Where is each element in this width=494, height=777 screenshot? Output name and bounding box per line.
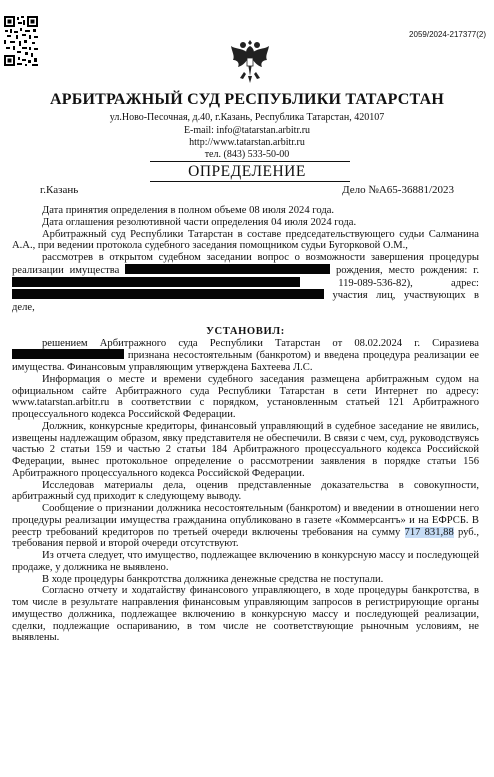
decision-text-a: решением Арбитражного суда Республики Татарстан от 08.02.2024 г. Сиразиева bbox=[42, 337, 479, 349]
header-divider bbox=[150, 161, 350, 162]
hearing-text-b: рождения, место рождения: г. bbox=[336, 264, 479, 276]
redaction-block bbox=[125, 264, 330, 274]
court-address: ул.Ново-Песочная, д.40, г.Казань, Республика Татарстан, 420107 bbox=[109, 112, 385, 123]
document-body bbox=[12, 205, 479, 644]
final-paragraph: Согласно отчету и ходатайству финансового управляющего, в ходе процедуры банкротства, в том числе в результате направления финансовым управляющим запросов в регистрирующие органы имущество должника, подлежащее включению в конкурсную массу и последующей реализации, сделки, подлежащие оспариванию, в том числе не соответствующие рыночным условиям, не выявлены. bbox=[12, 585, 479, 644]
court-name: АРБИТРАЖНЫЙ СУД РЕСПУБЛИКИ ТАТАРСТАН bbox=[49, 91, 445, 108]
case-number: Дело №А65-36881/2023 bbox=[342, 184, 454, 196]
funds-paragraph: В ходе процедуры банкротства должника денежные средства не поступали. bbox=[42, 573, 384, 585]
title-underline bbox=[150, 181, 350, 182]
publication-paragraph bbox=[12, 503, 479, 550]
court-website: http://www.tatarstan.arbitr.ru bbox=[189, 137, 305, 148]
hearing-text-c: 119-089-536-82), адрес: bbox=[338, 277, 479, 289]
acceptance-date: Дата принятия определения в полном объеме 08 июля 2024 года. bbox=[42, 205, 335, 216]
court-composition: Арбитражный суд Республики Татарстан в составе председательствующего судьи Салманина А.А., при ведении протокола судебного заседания помощником судьи Бугорковой О.М., bbox=[12, 228, 479, 252]
hearing-text-d: участия лиц, участвующих в деле, bbox=[12, 290, 479, 313]
qr-code-image bbox=[4, 16, 38, 66]
document-type: ОПРЕДЕЛЕНИЕ bbox=[188, 163, 306, 180]
announcement-date: Дата оглашения резолютивной части определения 04 июля 2024 года. bbox=[42, 216, 357, 228]
established-heading: УСТАНОВИЛ: bbox=[206, 325, 285, 337]
hearing-text-a: рассмотрев в открытом судебном заседании вопрос о возможности завершения процедуры реализации имущества bbox=[12, 252, 479, 276]
highlighted-amount: 717 831,88 bbox=[404, 526, 454, 538]
redaction-block bbox=[12, 349, 124, 359]
document-number: 2059/2024-217377(2) bbox=[409, 30, 486, 39]
publication-text-b: руб., требования первой и второй очереди отсутствуют. bbox=[12, 526, 479, 550]
redaction-block bbox=[12, 277, 300, 287]
decision-paragraph bbox=[12, 338, 479, 374]
hearing-info-paragraph: Информация о месте и времени судебного заседания размещена арбитражным судом на официальном сайте Арбитражного суда Республики Татарстан в сети Интернет по адресу: www.tatarstan.arbitr.ru в соответствии с порядком, установленным статьей 121 Арбитражного процессуального кодекса Российской Федерации. bbox=[12, 373, 479, 420]
decision-text-b: признана несостоятельным (банкротом) и введена процедура реализации ее имущества. Финансовым управляющим утверждена Бахтеева Л.С. bbox=[12, 350, 479, 373]
publication-text-a: Сообщение о признании должника несостоятельным (банкротом) и введении в отношении него процедуры реализации имущества гражданина опубликовано в газете «Коммерсантъ» и на ЕФРСБ. В реестр требований кредиторов по третьей очереди включены требования на сумму bbox=[12, 503, 479, 538]
coat-of-arms-icon bbox=[229, 36, 271, 84]
court-phone: тел. (843) 533-50-00 bbox=[204, 149, 290, 160]
city: г.Казань bbox=[40, 184, 79, 196]
hearing-paragraph bbox=[12, 252, 479, 314]
court-email: E-mail: info@tatarstan.arbitr.ru bbox=[183, 125, 311, 136]
redaction-block bbox=[12, 289, 324, 299]
report-paragraph: Из отчета следует, что имущество, подлежащее включению в конкурсную массу и последующей продаже, у должника не выявлено. bbox=[12, 550, 479, 573]
evidence-paragraph: Исследовав материалы дела, оценив представленные доказательства в совокупности, арбитражный суд приходит к следующему выводу. bbox=[12, 479, 479, 503]
debtor-absence-paragraph: Должник, конкурсные кредиторы, финансовый управляющий в судебное заседание не явились, извещены надлежащим образом, явку представителя не обеспечили. В связи с чем, суд, руководствуясь частью 2 статьи 159 и частью 2 статьи 184 Арбитражного процессуального кодекса Российской Федерации, вынес протокольное определение о рассмотрении заявления в порядке статьи 156 Арбитражного процессуального кодекса Российской Федерации. bbox=[12, 420, 479, 479]
